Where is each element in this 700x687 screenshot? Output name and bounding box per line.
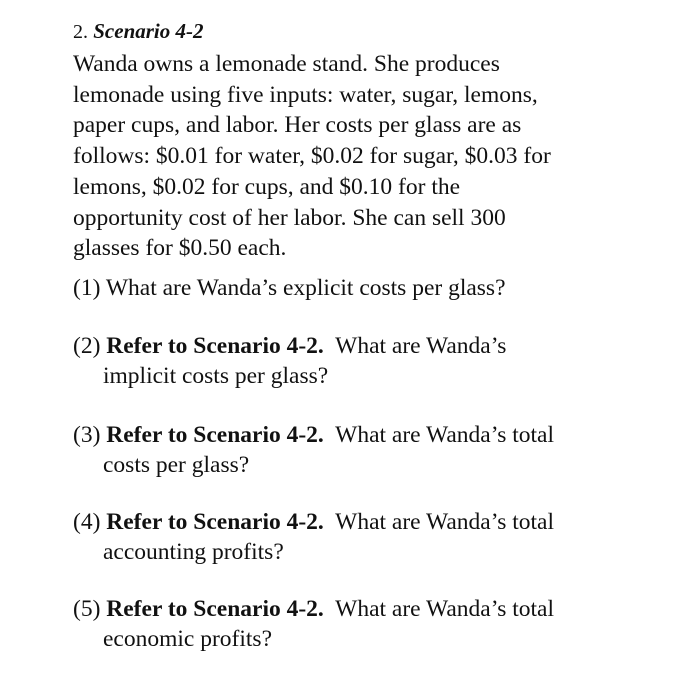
scenario-reference: Refer to Scenario 4-2. bbox=[106, 422, 324, 448]
question-label: (2) bbox=[73, 333, 101, 359]
question-number: 2. bbox=[73, 21, 88, 43]
question-label: (5) bbox=[73, 596, 101, 622]
question-line bbox=[73, 507, 653, 537]
question-line bbox=[73, 594, 653, 624]
question-heading bbox=[73, 18, 204, 45]
scenario-line: Wanda owns a lemonade stand. She produces bbox=[73, 51, 500, 77]
scenario-line: opportunity cost of her labor. She can sell 300 bbox=[73, 204, 506, 231]
scenario-line: paper cups, and labor. Her costs per glass are as bbox=[73, 112, 522, 139]
scenario-line: glasses for $0.50 each. bbox=[73, 235, 287, 262]
scenario-reference: Refer to Scenario 4-2. bbox=[106, 596, 324, 622]
question-line bbox=[73, 331, 653, 361]
question-label: (3) bbox=[73, 422, 101, 448]
scenario-line: lemonade using five inputs: water, sugar, lemons, bbox=[73, 81, 538, 108]
question-label: (1) bbox=[73, 275, 101, 301]
question-2 bbox=[73, 331, 653, 391]
question-line bbox=[73, 420, 653, 450]
question-continuation: accounting profits? bbox=[103, 539, 284, 565]
scenario-reference: Refer to Scenario 4-2. bbox=[106, 333, 324, 359]
question-continuation: economic profits? bbox=[103, 626, 273, 652]
scenario-paragraph bbox=[73, 49, 653, 264]
question-continuation: costs per glass? bbox=[103, 452, 250, 478]
question-5 bbox=[73, 594, 653, 654]
question-text: What are Wanda’s bbox=[335, 333, 507, 359]
question-continuation: implicit costs per glass? bbox=[103, 363, 329, 389]
scenario-line: lemons, $0.02 for cups, and $0.10 for the bbox=[73, 173, 461, 200]
question-1 bbox=[73, 273, 653, 303]
question-text: What are Wanda’s total bbox=[335, 509, 555, 535]
question-4 bbox=[73, 507, 653, 567]
question-text: What are Wanda’s total bbox=[335, 422, 555, 448]
question-text: What are Wanda’s total bbox=[335, 596, 555, 622]
question-line bbox=[73, 273, 653, 303]
scenario-reference: Refer to Scenario 4-2. bbox=[106, 509, 324, 535]
question-label: (4) bbox=[73, 509, 101, 535]
question-3 bbox=[73, 420, 653, 480]
scenario-line: follows: $0.01 for water, $0.02 for sugar, $0.03 for bbox=[73, 143, 551, 170]
scenario-title: Scenario 4-2 bbox=[93, 19, 204, 43]
question-text: What are Wanda’s explicit costs per glass? bbox=[105, 275, 506, 301]
